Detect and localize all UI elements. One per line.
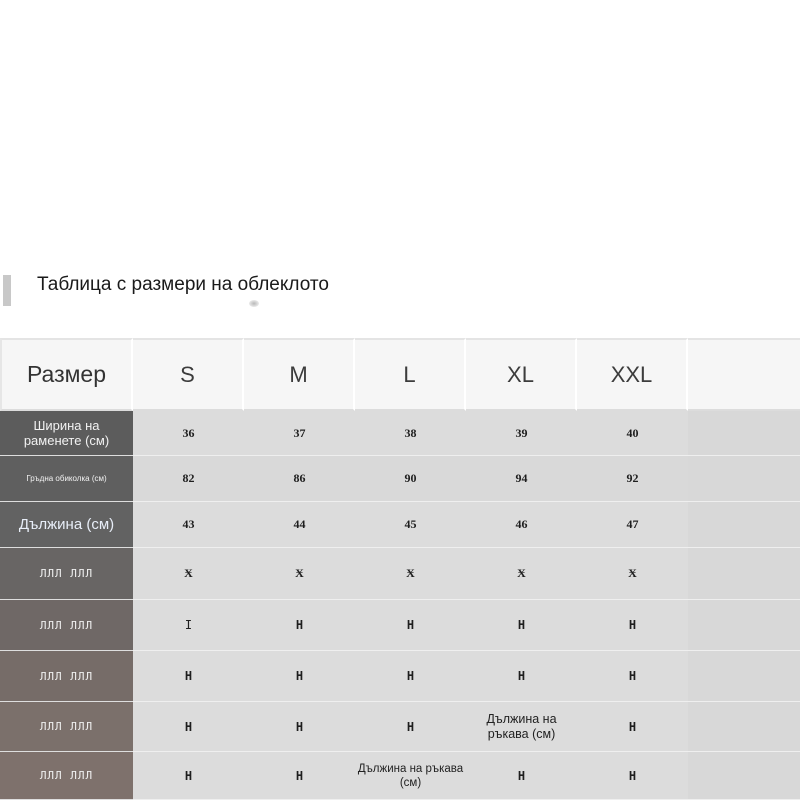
row-label-garbled: ЛЛЛ ЛЛЛ [0, 600, 133, 651]
table-cell: 36 [133, 411, 244, 456]
table-cell: Ӿ [355, 548, 466, 600]
table-cell: 45 [355, 502, 466, 548]
header-size-xxl: XXL [577, 338, 688, 411]
page-title: Таблица с размери на облеклото [37, 274, 329, 295]
table-cell: Ӿ [244, 548, 355, 600]
table-cell-sleeve-note: Дължина на ръкава (см) [355, 752, 466, 800]
table-cell: H [355, 651, 466, 702]
table-cell: H [577, 752, 688, 800]
table-cell: 94 [466, 456, 577, 502]
table-pad-cell [688, 752, 800, 800]
table-cell: H [133, 702, 244, 752]
table-cell-sleeve-note: Дължина на ръкава (см) [466, 702, 577, 752]
table-cell: H [133, 752, 244, 800]
table-cell: H [466, 600, 577, 651]
row-label-chest: Гръдна обиколка (см) [0, 456, 133, 502]
table-cell: 86 [244, 456, 355, 502]
row-label-garbled: ЛЛЛ ЛЛЛ [0, 702, 133, 752]
table-cell: H [466, 752, 577, 800]
decorative-smudge [249, 300, 259, 307]
row-label-garbled: ЛЛЛ ЛЛЛ [0, 548, 133, 600]
table-cell: H [355, 600, 466, 651]
table-pad-cell [688, 502, 800, 548]
table-cell: 90 [355, 456, 466, 502]
table-cell: 40 [577, 411, 688, 456]
header-size-m: M [244, 338, 355, 411]
table-cell: Ӿ [466, 548, 577, 600]
table-cell: 46 [466, 502, 577, 548]
table-cell: Ӿ [577, 548, 688, 600]
table-pad-cell [688, 456, 800, 502]
table-cell: H [577, 702, 688, 752]
table-cell: H [244, 651, 355, 702]
table-cell: 43 [133, 502, 244, 548]
title-accent-bar [3, 275, 11, 306]
table-pad-cell [688, 600, 800, 651]
table-cell: 44 [244, 502, 355, 548]
header-size-s: S [133, 338, 244, 411]
table-cell: 92 [577, 456, 688, 502]
row-label-length: Дължина (см) [0, 502, 133, 548]
size-chart-table [0, 338, 800, 800]
table-pad-cell [688, 702, 800, 752]
table-cell: H [133, 651, 244, 702]
table-pad-cell [688, 411, 800, 456]
table-cell: H [466, 651, 577, 702]
table-cell: H [355, 702, 466, 752]
table-cell: H [244, 600, 355, 651]
table-cell: H [577, 600, 688, 651]
table-cell: H [577, 651, 688, 702]
header-empty-cell [688, 338, 800, 411]
table-cell: 38 [355, 411, 466, 456]
table-cell: 37 [244, 411, 355, 456]
row-label-shoulder-width: Ширина на раменете (см) [0, 411, 133, 456]
row-label-garbled: ЛЛЛ ЛЛЛ [0, 752, 133, 800]
table-cell: Ӿ [133, 548, 244, 600]
row-label-garbled: ЛЛЛ ЛЛЛ [0, 651, 133, 702]
table-cell: 82 [133, 456, 244, 502]
header-size-xl: XL [466, 338, 577, 411]
header-size-label: Размер [0, 338, 133, 411]
table-pad-cell [688, 548, 800, 600]
table-cell: 47 [577, 502, 688, 548]
table-cell: I [133, 600, 244, 651]
table-cell: 39 [466, 411, 577, 456]
table-cell: H [244, 752, 355, 800]
table-pad-cell [688, 651, 800, 702]
table-cell: H [244, 702, 355, 752]
header-size-l: L [355, 338, 466, 411]
